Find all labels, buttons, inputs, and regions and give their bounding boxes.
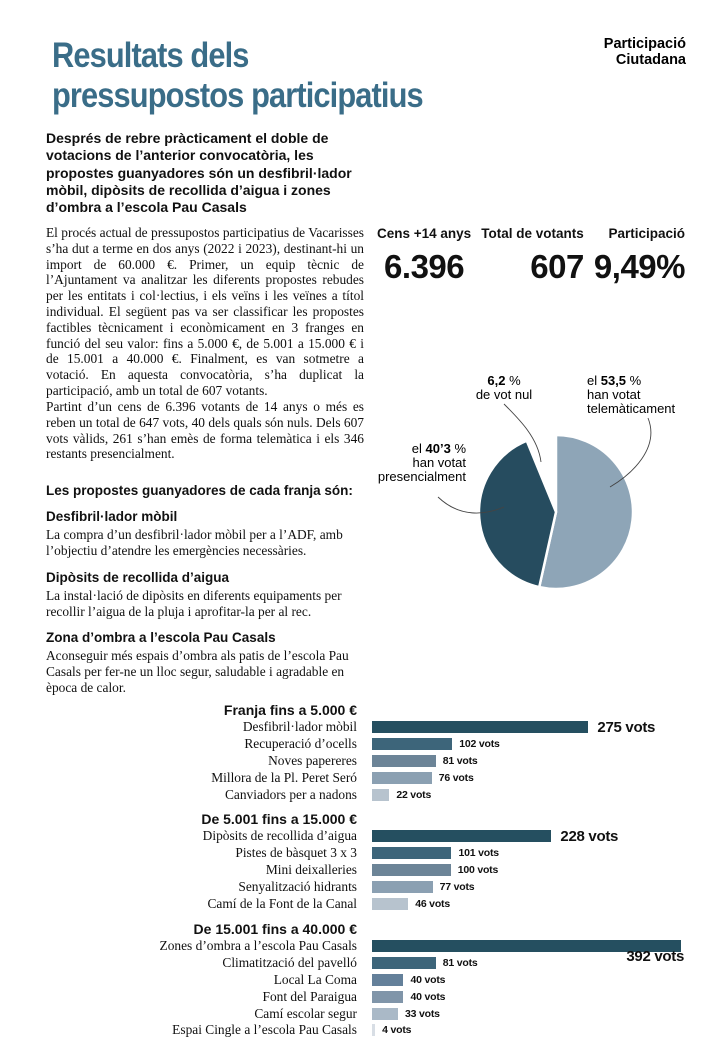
bar	[372, 974, 403, 986]
bar-value-label: 102 vots	[459, 738, 500, 751]
bar-row	[46, 938, 716, 955]
bar-category-label: Mini deixalleries	[265, 861, 357, 877]
winner-desc-3: Aconseguir més espais d’ombra als patis de l’escola Pau Casals per fer-ne un lloc segur, saludable i agradable en època de calor.	[46, 648, 349, 696]
winner-title-1: Desfibril·lador mòbil	[46, 509, 178, 524]
stats-row	[377, 226, 685, 286]
bar-chart-franja-2	[0, 811, 716, 912]
winner-desc-2: La instal·lació de dipòsits en diferents equipaments per recollir l’aigua de la pluja i aprofitar-la per al rec.	[46, 588, 342, 620]
stat-votants	[481, 226, 584, 286]
bar	[372, 738, 452, 750]
bar-row	[46, 1005, 716, 1022]
bar-row	[46, 769, 716, 786]
bar-value-label: 33 vots	[404, 1007, 440, 1020]
bar-category-label: Camí escolar segur	[254, 1005, 357, 1021]
stat-cens	[377, 226, 471, 286]
bar	[372, 957, 436, 969]
bar	[372, 847, 451, 859]
stat-value: 9,49%	[593, 248, 685, 285]
bar-row	[46, 719, 716, 736]
bar-row	[46, 988, 716, 1005]
bar	[372, 755, 436, 767]
bar-category-label: Noves papereres	[268, 752, 357, 768]
bar-row	[46, 786, 716, 803]
pie-label-telematicament: el 53,5 % han votat telemàticament	[587, 373, 676, 416]
stat-label: Total de votants	[481, 226, 584, 241]
bar-category-label: Climatització del pavelló	[222, 955, 357, 971]
bar-value-label: 40 vots	[410, 973, 446, 986]
bar-value-label: 275 vots	[597, 718, 656, 736]
stat-value: 6.396	[384, 248, 465, 285]
bar-category-label: Millora de la Pl. Peret Seró	[211, 769, 357, 785]
bar-category-label: Zones d’ombra a l’escola Pau Casals	[159, 938, 357, 954]
lead-paragraph: Després de rebre pràcticament el doble de votacions de l’anterior convocatòria, les propostes guanyadores són un desfibril·lador mòbil, dipòsits de recollida d’aigua i zones d’ombra a l’escola Pau Casals	[46, 130, 352, 216]
page-title: Resultats dels pressupostos participatius	[52, 36, 423, 115]
winner-title-2: Dipòsits de recollida d’aigua	[46, 570, 230, 585]
bar-row	[46, 895, 716, 912]
bar-row	[46, 1022, 716, 1039]
pie-slice-presencialment	[479, 441, 556, 587]
stat-label: Participació	[608, 226, 685, 241]
bar-value-label: 77 vots	[439, 880, 475, 893]
bar-row	[46, 955, 716, 972]
stat-value: 607	[530, 248, 584, 285]
pie-chart	[466, 422, 646, 602]
bar-value-label: 100 vots	[457, 863, 499, 876]
bar	[372, 721, 588, 733]
bar-row	[46, 753, 716, 770]
bar-row	[46, 736, 716, 753]
bar	[372, 772, 432, 784]
bar	[372, 1008, 398, 1020]
bar-value-label: 76 vots	[438, 771, 474, 784]
bar-value-label: 392 vots	[626, 948, 684, 965]
bar-value-label: 40 vots	[410, 990, 446, 1003]
bar-category-label: Senyalització hidrants	[238, 878, 357, 894]
stat-label: Cens +14 anys	[377, 226, 472, 241]
chart-title: Franja fins a 5.000 €	[223, 702, 357, 718]
bar-category-label: Camí de la Font de la Canal	[207, 895, 357, 911]
winner-title-3: Zona d’ombra a l’escola Pau Casals	[46, 630, 276, 645]
bar-value-label: 81 vots	[442, 957, 478, 970]
bar-value-label: 228 vots	[560, 827, 619, 845]
bar-value-label: 22 vots	[396, 788, 432, 801]
bar	[372, 830, 551, 842]
chart-title: De 15.001 fins a 40.000 €	[193, 921, 357, 937]
bar	[372, 898, 408, 910]
bar	[372, 1024, 375, 1036]
bar	[372, 864, 451, 876]
bar-value-label: 81 vots	[442, 754, 478, 767]
chart-title: De 5.001 fins a 15.000 €	[201, 811, 357, 827]
bar-row	[46, 828, 716, 845]
pie-label-vot-nul: 6,2 % de vot nul	[475, 373, 533, 402]
bar-category-label: Canviadors per a nadons	[224, 786, 357, 802]
bar-category-label: Dipòsits de recollida d’aigua	[202, 828, 357, 844]
bar-value-label: 4 vots	[382, 1024, 412, 1037]
body-paragraph-2: Partint d’un cens de 6.396 votants de 14 anys o més es reben un total de 647 vots, 40 dels quals són nuls. Dels 607 vots vàlids, 261 s’han emès de forma telemàtica i els 346 restants presencialment.	[46, 399, 364, 462]
bar-row	[46, 878, 716, 895]
bar	[372, 789, 389, 801]
bar-chart-franja-3	[0, 921, 716, 1039]
bar-value-label: 101 vots	[458, 847, 499, 860]
bar-value-label: 46 vots	[415, 897, 450, 910]
bar-chart-franja-1	[0, 702, 716, 803]
department-label: Participació Ciutadana	[603, 36, 686, 68]
winners-heading: Les propostes guanyadores de cada franja són:	[46, 483, 353, 498]
stat-participacio	[594, 226, 685, 286]
bar-row	[46, 972, 716, 989]
body-paragraph-1: El procés actual de pressupostos participatius de Vacarisses s’ha dut a terme en dos anys (2022 i 2023), destinant-hi un import de 60.000 €. Primer, un equip tècnic de l’Ajuntament va analitzar les diferents propostes rebudes per les entitats i col·lectius, i els veïns i les veïnes a títol individual. El següent pas va ser classificar les propostes factibles tècnicament i econòmicament en 3 franges en funció del seu valor: fins a 5.000 €, de 5.001 a 15.000 € i de 15.001 a 40.000 €. Finalment, es van sotmetre a votació. En aquesta convocatòria, s’ha duplicat la participació, amb un total de 607 votants.	[46, 225, 364, 398]
bar-category-label: Local La Coma	[273, 971, 357, 987]
bar-row	[46, 845, 716, 862]
bar-category-label: Font del Paraigua	[262, 988, 357, 1004]
pie-label-presencialment: el 40’3 % han votat presencialment	[377, 441, 466, 484]
bar-category-label: Recuperació d’ocells	[244, 736, 357, 752]
bar	[372, 991, 403, 1003]
winner-desc-1: La compra d’un desfibril·lador mòbil per a l’ADF, amb l’objectiu d’atendre les emergències necessàries.	[46, 527, 343, 559]
bar-row	[46, 862, 716, 879]
bar-category-label: Pistes de bàsquet 3 x 3	[235, 845, 357, 861]
bar-category-label: Espai Cingle a l’escola Pau Casals	[172, 1022, 357, 1038]
bar	[372, 881, 433, 893]
bar-category-label: Desfibril·lador mòbil	[242, 719, 357, 735]
